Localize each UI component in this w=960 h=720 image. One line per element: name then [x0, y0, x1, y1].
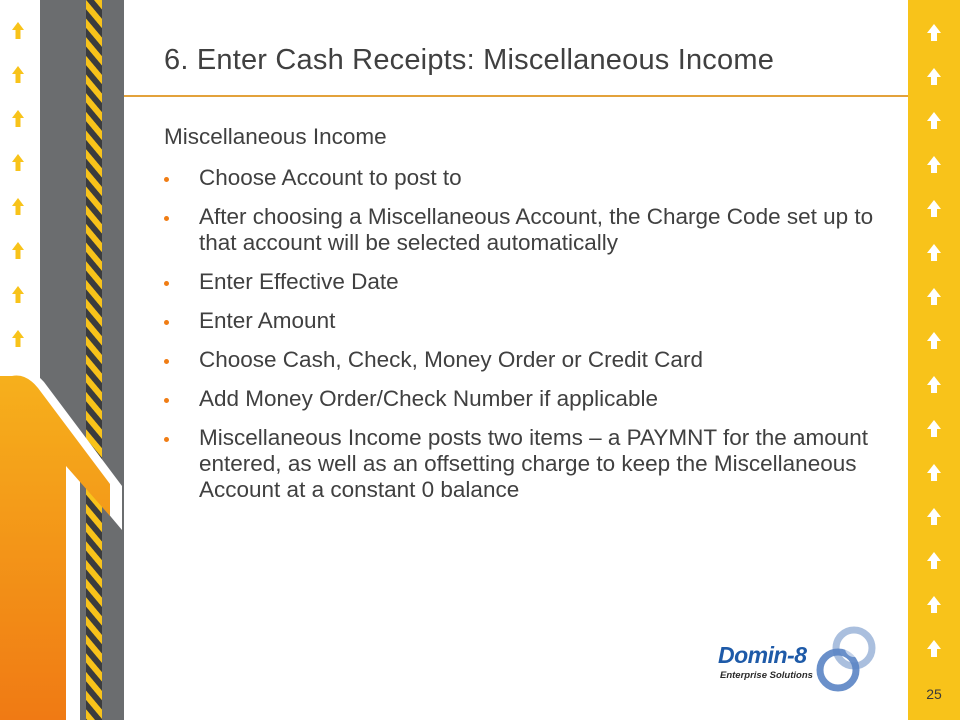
logo-wordmark: Domin-8	[718, 642, 807, 668]
left-road-decoration	[0, 0, 124, 720]
bullet-dot-icon	[164, 281, 169, 286]
arrow-up-icon	[908, 20, 960, 44]
bullet-dot-icon	[164, 177, 169, 182]
arrow-up-icon	[908, 592, 960, 616]
bullet-text: Miscellaneous Income posts two items – a PAYMNT for the amount entered, as well as an offsetting charge to keep the Miscellaneous Account at a constant 0 balance	[199, 425, 869, 502]
section-heading: Miscellaneous Income	[164, 124, 387, 149]
bullet-text: After choosing a Miscellaneous Account, the Charge Code set up to that account will be selected automatically	[199, 204, 874, 255]
bullet-text: Enter Effective Date	[199, 269, 399, 294]
bullet-text: Choose Account to post to	[199, 165, 462, 190]
page-number: 25	[926, 686, 942, 702]
bullet-dot-icon	[164, 320, 169, 325]
arrow-up-icon	[908, 636, 960, 660]
domin8-logo	[716, 626, 882, 698]
bullet-dot-icon	[164, 437, 169, 442]
bullet-text: Enter Amount	[199, 308, 336, 333]
arrow-up-icon	[908, 416, 960, 440]
title-divider	[124, 95, 908, 97]
bullet-item	[164, 386, 884, 412]
arrow-up-icon	[908, 328, 960, 352]
arrow-up-icon	[908, 504, 960, 528]
arrow-up-icon	[908, 108, 960, 132]
arrow-up-icon	[908, 284, 960, 308]
bullet-item	[164, 165, 884, 191]
bullet-item	[164, 308, 884, 334]
arrow-up-icon	[908, 548, 960, 572]
bullet-item	[164, 269, 884, 295]
arrow-up-icon	[908, 460, 960, 484]
bullet-dot-icon	[164, 216, 169, 221]
right-arrow-stripe	[908, 0, 960, 720]
bullet-item	[164, 347, 884, 373]
arrow-up-icon	[908, 152, 960, 176]
bullet-dot-icon	[164, 359, 169, 364]
arrow-up-icon	[908, 372, 960, 396]
bullet-text: Add Money Order/Check Number if applicable	[199, 386, 658, 411]
logo-tagline: Enterprise Solutions	[720, 670, 813, 681]
bullet-list	[164, 165, 884, 516]
bullet-item	[164, 204, 884, 256]
slide-title: 6. Enter Cash Receipts: Miscellaneous Income	[164, 44, 775, 76]
arrow-up-icon	[908, 196, 960, 220]
bullet-text: Choose Cash, Check, Money Order or Credit Card	[199, 347, 703, 372]
rings-icon	[808, 626, 882, 694]
arrow-up-icon	[908, 64, 960, 88]
bullet-item	[164, 425, 884, 503]
bullet-dot-icon	[164, 398, 169, 403]
arrow-up-icon	[908, 240, 960, 264]
